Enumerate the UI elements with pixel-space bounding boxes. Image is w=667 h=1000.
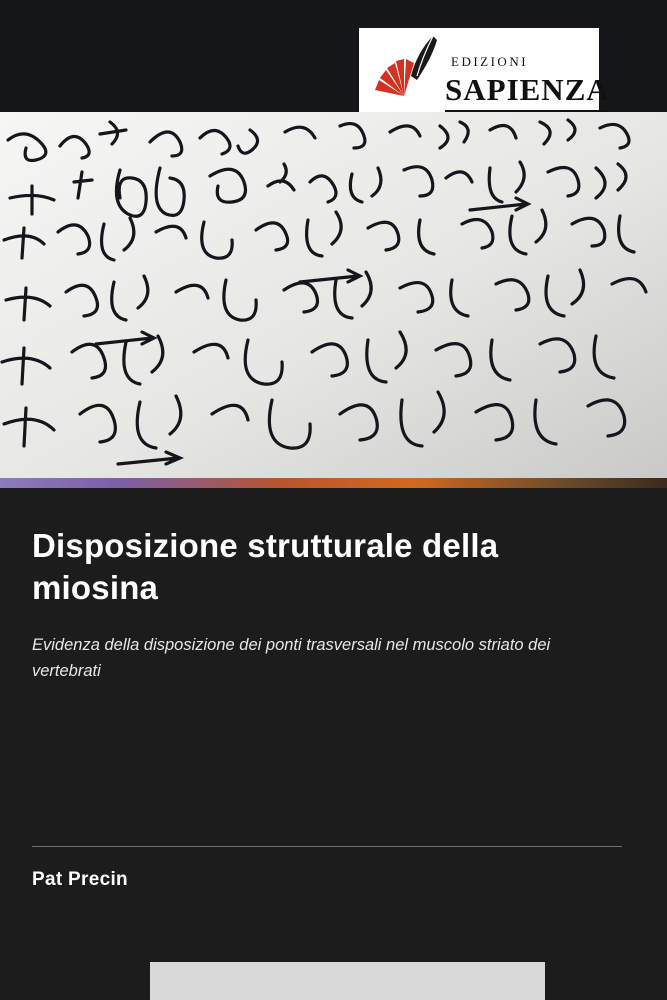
publisher-name-top: EDIZIONI xyxy=(451,54,529,69)
cover-photo xyxy=(0,112,667,482)
quill-icon xyxy=(403,34,437,82)
publisher-name-main: SAPIENZA xyxy=(445,72,610,107)
color-divider xyxy=(0,478,667,488)
bottom-plate xyxy=(150,962,545,1000)
page-subtitle: Evidenza della disposizione dei ponti trasversali nel muscolo striato dei vertebrati xyxy=(32,636,551,680)
author-divider xyxy=(32,846,622,847)
page-title: Disposizione strutturale della miosina xyxy=(32,527,499,607)
author-name: Pat Precin xyxy=(32,869,128,890)
